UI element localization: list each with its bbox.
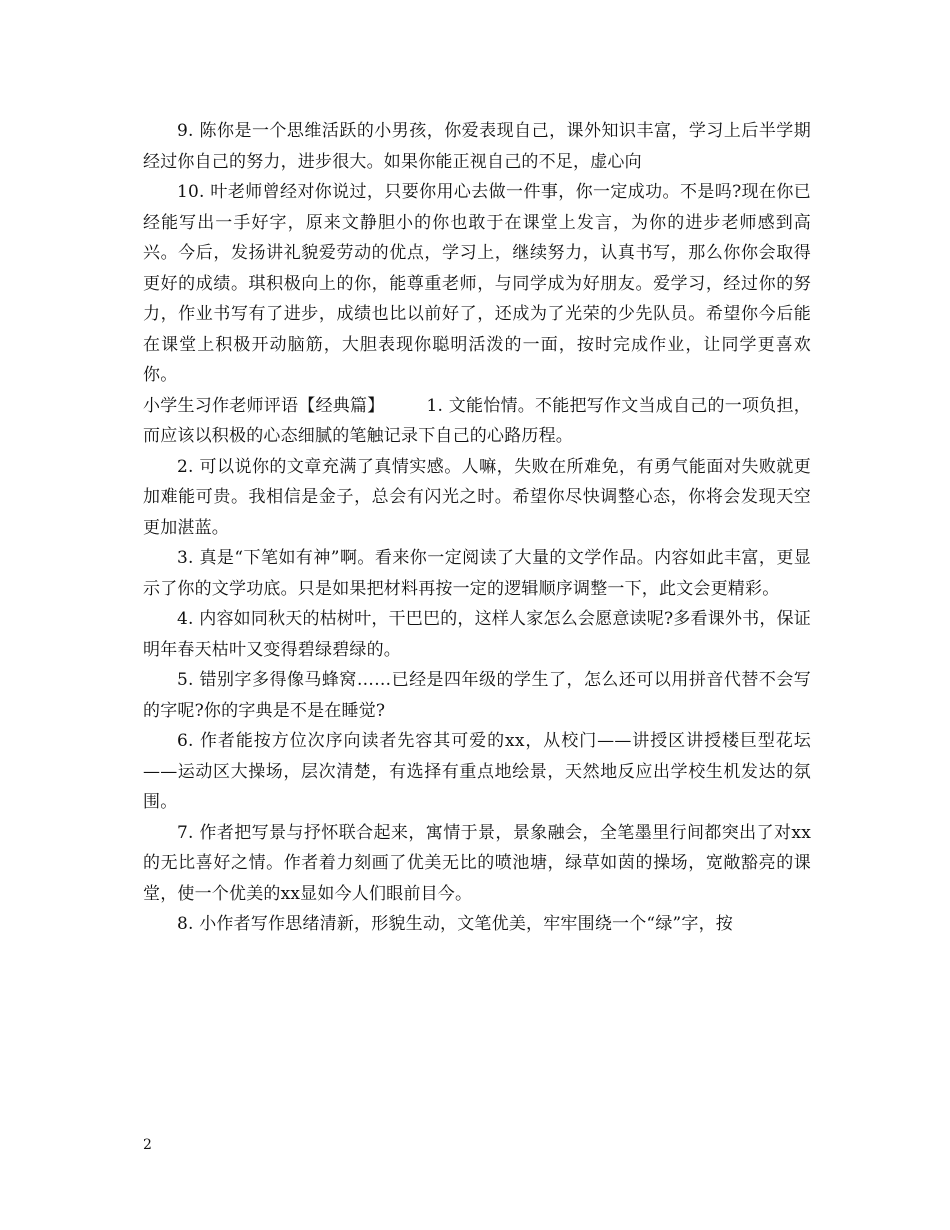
comment-item-8: 8. 小作者写作思绪清新，形貌生动，文笔优美，牢牢围绕一个“绿”字，按 [177, 914, 734, 934]
comment-item-2: 2. 可以说你的文章充满了真情实感。人嘛，失败在所难免，有勇气能面对失败就更加难能可贵。我相信是金子，总会有闪光之时。希望你尽快调整心态，你将会发现天空更加湛蓝。 [143, 456, 811, 538]
comment-paragraph-9: 9. 陈你是一个思维活跃的小男孩，你爱表现自己，课外知识丰富，学习上后半学期经过你自己的努力，进步很大。如果你能正视自己的不足，虚心向 [143, 121, 811, 172]
page-content [143, 116, 811, 940]
comment-item-6: 6. 作者能按方位次序向读者先容其可爱的xx，从校门——讲授区讲授楼巨型花坛——运动区大操场，层次清楚，有选择有重点地绘景，天然地反应出学校生机发达的氛围。 [143, 731, 811, 812]
section-heading: 小学生习作老师评语【经典篇】 [143, 395, 385, 416]
page-number: 2 [143, 1137, 152, 1153]
comment-item-5: 5. 错别字多得像马蜂窝……已经是四年级的学生了，怎么还可以用拼音代替不会写的字呢?你的字典是不是在睡觉? [143, 670, 811, 721]
comment-paragraph-10: 10. 叶老师曾经对你说过，只要你用心去做一件事，你一定成功。不是吗?现在你已经能写出一手好字，原来文静胆小的你也敢于在课堂上发言，为你的进步老师感到高兴。今后，发扬讲礼貌爱劳动的优点，学习上，继续努力，认真书写，那么你你会取得更好的成绩。琪积极向上的你，能尊重老师，与同学成为好朋友。爱学习，经过你的努力，作业书写有了进步，成绩也比以前好了，还成为了光荣的少先队员。希望你今后能在课堂上积极开动脑筋，大胆表现你聪明活泼的一面，按时完成作业，让同学更喜欢你。 [143, 182, 811, 385]
comment-item-4: 4. 内容如同秋天的枯树叶，干巴巴的，这样人家怎么会愿意读呢?多看课外书，保证明年春天枯叶又变得碧绿碧绿的。 [143, 609, 811, 660]
comment-item-7: 7. 作者把写景与抒怀联合起来，寓情于景，景象融会，全笔墨里行间都突出了对xx的无比喜好之情。作者着力刻画了优美无比的喷池塘，绿草如茵的操场，宽敞豁亮的课堂，使一个优美的xx显如今人们眼前目今。 [143, 822, 811, 904]
section-first-item: 1. 文能怡情。不能把写作文当成自己的一项负担，而应该以积极的心态细腻的笔触记录下自己的心路历程。 [143, 395, 811, 446]
comment-item-3: 3. 真是“下笔如有神”啊。看来你一定阅读了大量的文学作品。内容如此丰富，更显示了你的文学功底。只是如果把材料再按一定的逻辑顺序调整一下，此文会更精彩。 [143, 548, 811, 599]
section-paragraph [143, 391, 811, 452]
